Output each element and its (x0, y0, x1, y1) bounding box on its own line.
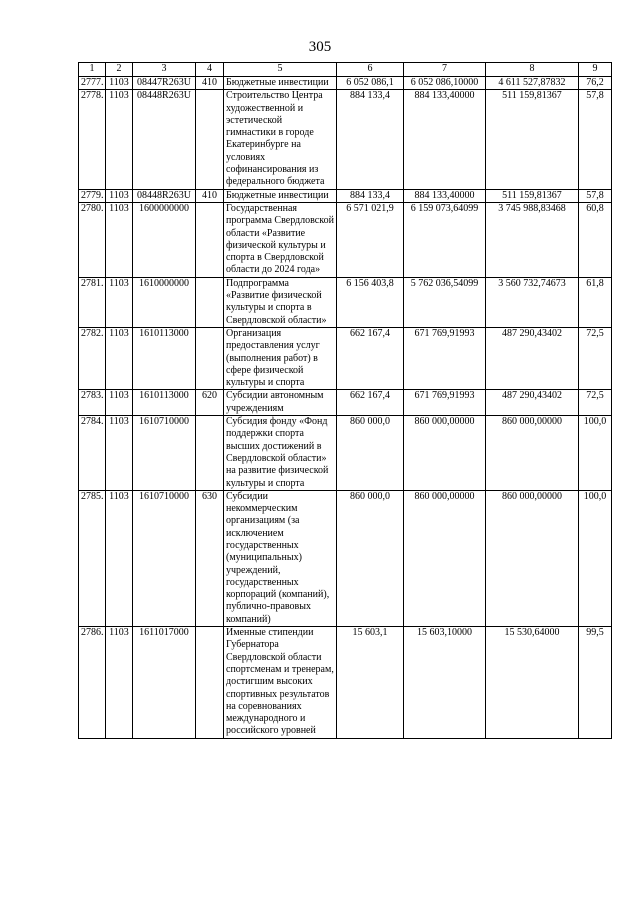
row-number: 2779. (79, 189, 106, 202)
row-number: 2782. (79, 327, 106, 389)
approved-amount: 662 167,4 (337, 327, 404, 389)
executed-amount: 487 290,43402 (486, 327, 579, 389)
expense-type: 410 (196, 77, 224, 90)
execution-percent: 100,0 (579, 416, 612, 491)
section-code: 1103 (106, 416, 133, 491)
target-code: 1600000000 (133, 202, 196, 277)
execution-percent: 57,8 (579, 90, 612, 189)
row-number: 2778. (79, 90, 106, 189)
row-number: 2780. (79, 202, 106, 277)
executed-amount: 4 611 527,87832 (486, 77, 579, 90)
header-cell: 4 (196, 63, 224, 77)
row-number: 2786. (79, 627, 106, 739)
planned-amount: 671 769,91993 (404, 327, 486, 389)
target-code: 08447R263U (133, 77, 196, 90)
table-row (79, 277, 612, 327)
table-row (79, 189, 612, 202)
execution-percent: 76,2 (579, 77, 612, 90)
section-code: 1103 (106, 202, 133, 277)
expense-type: 630 (196, 490, 224, 626)
section-code: 1103 (106, 90, 133, 189)
planned-amount: 884 133,40000 (404, 189, 486, 202)
planned-amount: 671 769,91993 (404, 390, 486, 416)
table-row (79, 327, 612, 389)
approved-amount: 6 156 403,8 (337, 277, 404, 327)
header-cell: 7 (404, 63, 486, 77)
expense-type: 620 (196, 390, 224, 416)
executed-amount: 511 159,81367 (486, 90, 579, 189)
planned-amount: 860 000,00000 (404, 416, 486, 491)
planned-amount: 860 000,00000 (404, 490, 486, 626)
item-name: Бюджетные инвестиции (224, 77, 337, 90)
item-name: Бюджетные инвестиции (224, 189, 337, 202)
table-row (79, 490, 612, 626)
target-code: 1610710000 (133, 490, 196, 626)
item-name: Субсидии некоммерческим организациям (за исключением государственных (муниципальных) учреждений, государственных корпораций (компаний), публично-правовых компаний) (224, 490, 337, 626)
execution-percent: 61,8 (579, 277, 612, 327)
approved-amount: 884 133,4 (337, 90, 404, 189)
header-cell: 2 (106, 63, 133, 77)
target-code: 1610710000 (133, 416, 196, 491)
executed-amount: 860 000,00000 (486, 416, 579, 491)
execution-percent: 99,5 (579, 627, 612, 739)
executed-amount: 15 530,64000 (486, 627, 579, 739)
approved-amount: 860 000,0 (337, 490, 404, 626)
row-number: 2785. (79, 490, 106, 626)
item-name: Субсидии автономным учреждениям (224, 390, 337, 416)
row-number: 2784. (79, 416, 106, 491)
header-cell: 5 (224, 63, 337, 77)
executed-amount: 3 560 732,74673 (486, 277, 579, 327)
planned-amount: 5 762 036,54099 (404, 277, 486, 327)
approved-amount: 6 052 086,1 (337, 77, 404, 90)
item-name: Субсидия фонду «Фонд поддержки спорта высших достижений в Свердловской области» на развитие физической культуры и спорта (224, 416, 337, 491)
executed-amount: 860 000,00000 (486, 490, 579, 626)
section-code: 1103 (106, 189, 133, 202)
target-code: 08448R263U (133, 90, 196, 189)
expense-type (196, 416, 224, 491)
target-code: 1611017000 (133, 627, 196, 739)
item-name: Строительство Центра художественной и эстетической гимнастики в городе Екатеринбурге на условиях софинансирования из федерального бюджета (224, 90, 337, 189)
target-code: 1610113000 (133, 390, 196, 416)
section-code: 1103 (106, 327, 133, 389)
target-code: 1610113000 (133, 327, 196, 389)
section-code: 1103 (106, 77, 133, 90)
target-code: 1610000000 (133, 277, 196, 327)
approved-amount: 860 000,0 (337, 416, 404, 491)
row-number: 2783. (79, 390, 106, 416)
planned-amount: 6 052 086,10000 (404, 77, 486, 90)
expense-type (196, 277, 224, 327)
execution-percent: 60,8 (579, 202, 612, 277)
planned-amount: 6 159 073,64099 (404, 202, 486, 277)
approved-amount: 884 133,4 (337, 189, 404, 202)
section-code: 1103 (106, 390, 133, 416)
target-code: 08448R263U (133, 189, 196, 202)
header-cell: 8 (486, 63, 579, 77)
header-cell: 6 (337, 63, 404, 77)
row-number: 2777. (79, 77, 106, 90)
execution-percent: 57,8 (579, 189, 612, 202)
approved-amount: 6 571 021,9 (337, 202, 404, 277)
table-row (79, 390, 612, 416)
header-cell: 9 (579, 63, 612, 77)
item-name: Подпрограмма «Развитие физической культуры и спорта в Свердловской области» (224, 277, 337, 327)
execution-percent: 72,5 (579, 327, 612, 389)
execution-percent: 100,0 (579, 490, 612, 626)
budget-table (78, 62, 612, 739)
expense-type: 410 (196, 189, 224, 202)
expense-type (196, 327, 224, 389)
executed-amount: 487 290,43402 (486, 390, 579, 416)
executed-amount: 511 159,81367 (486, 189, 579, 202)
item-name: Организация предоставления услуг (выполнения работ) в сфере физической культуры и спорта (224, 327, 337, 389)
expense-type (196, 90, 224, 189)
table-row (79, 627, 612, 739)
approved-amount: 15 603,1 (337, 627, 404, 739)
table-row (79, 77, 612, 90)
item-name: Государственная программа Свердловской области «Развитие физической культуры и спорта в Свердловской области до 2024 года» (224, 202, 337, 277)
header-cell: 1 (79, 63, 106, 77)
approved-amount: 662 167,4 (337, 390, 404, 416)
expense-type (196, 202, 224, 277)
item-name: Именные стипендии Губернатора Свердловской области спортсменам и тренерам, достигшим высоких спортивных результатов на соревнованиях международного и российского уровней (224, 627, 337, 739)
section-code: 1103 (106, 490, 133, 626)
execution-percent: 72,5 (579, 390, 612, 416)
row-number: 2781. (79, 277, 106, 327)
planned-amount: 884 133,40000 (404, 90, 486, 189)
section-code: 1103 (106, 627, 133, 739)
planned-amount: 15 603,10000 (404, 627, 486, 739)
table-row (79, 90, 612, 189)
section-code: 1103 (106, 277, 133, 327)
page-number: 305 (308, 39, 332, 55)
expense-type (196, 627, 224, 739)
table-header-row (79, 63, 612, 77)
table-row (79, 202, 612, 277)
header-cell: 3 (133, 63, 196, 77)
executed-amount: 3 745 988,83468 (486, 202, 579, 277)
table-row (79, 416, 612, 491)
